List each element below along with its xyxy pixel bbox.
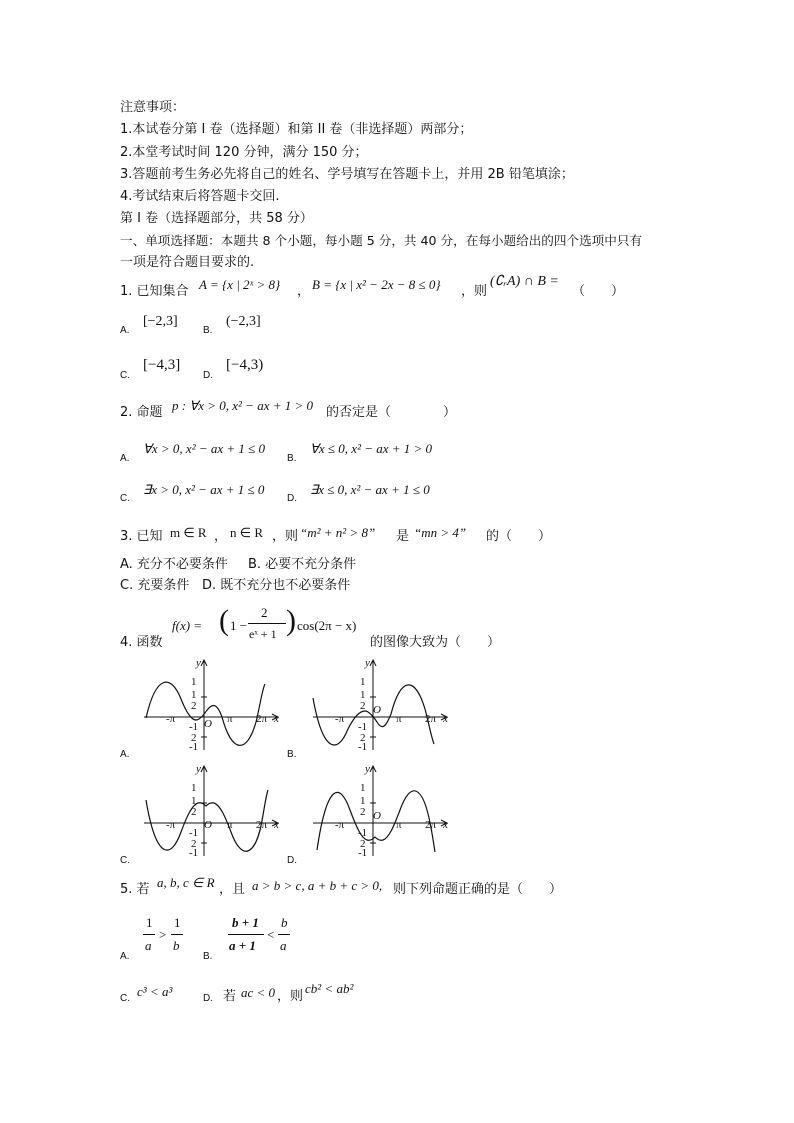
graph-c-tick-half-den: 2	[191, 806, 197, 818]
q3-is: 是	[396, 529, 410, 544]
graph-c-tick-neg-half-den: 2	[191, 838, 197, 850]
graph-d-tick-neg-pi: -π	[335, 819, 345, 831]
q2-option-c: ∃x > 0, x² − ax + 1 ≤ 0	[143, 482, 265, 497]
q4-suffix: 的图像大致为（ ）	[370, 635, 501, 650]
q3-prefix: 3. 已知	[120, 529, 163, 544]
q5-option-c-label: C.	[120, 993, 130, 1004]
q5-prefix: 5. 若	[120, 882, 150, 897]
q3-comma: ，	[214, 529, 228, 544]
graph-c-tick-neg-half-num: -1	[189, 827, 199, 839]
q4-option-b-label: B.	[287, 749, 297, 760]
q4-left-paren: (	[219, 604, 229, 637]
graph-d-tick-neg-half-den: 2	[360, 838, 366, 850]
q1-option-a-label: A.	[120, 325, 130, 336]
q1-option-b-label: B.	[203, 325, 213, 336]
graph-d-y-label: y	[365, 763, 370, 775]
q5-b-den1: a + 1	[229, 938, 256, 953]
graph-d-tick-1: 1	[360, 782, 366, 794]
q5-b-op: <	[267, 927, 275, 942]
q5-option-d-condition: ac < 0	[241, 985, 276, 1000]
q5-condition: a > b > c, a + b + c > 0,	[252, 878, 383, 893]
q2-option-b-label: B.	[287, 453, 297, 464]
q4-graph-d	[307, 760, 457, 860]
q1-answer-paren: （ ）	[572, 284, 625, 299]
q5-option-d-label: D.	[203, 993, 213, 1004]
q1-then: ，则	[461, 284, 488, 299]
notice-item-4: 4.考试结束后将答题卡交回.	[120, 189, 280, 204]
q2-option-a-label: A.	[120, 453, 130, 464]
q4-function-name: f(x) =	[172, 618, 203, 633]
q5-b-frac-bar1	[228, 934, 264, 935]
q5-option-d-expression: cb² < ab²	[305, 981, 354, 996]
graph-a-tick-neg-half-num: -1	[189, 721, 199, 733]
q3-suffix: 的（ ）	[486, 529, 552, 544]
graph-a-tick-pi: π	[227, 713, 233, 725]
graph-a-tick-neg-1: -1	[189, 741, 199, 753]
q5-a-num1: 1	[146, 915, 153, 930]
q5-suffix: 则下列命题正确的是（ ）	[393, 882, 563, 897]
q3-option-d: D. 既不充分也不必要条件	[202, 578, 351, 593]
graph-b-tick-half-den: 2	[360, 700, 366, 712]
section-instruction-line2: 一项是符合题目要求的.	[120, 255, 255, 270]
q1-option-d-label: D.	[203, 370, 213, 381]
graph-b-tick-neg-half-num: -1	[358, 721, 368, 733]
part1-heading: 第 I 卷（选择题部分，共 58 分）	[120, 211, 313, 226]
graph-d-tick-pi: π	[396, 819, 402, 831]
graph-c-tick-1: 1	[191, 782, 197, 794]
q5-b-num2: b	[281, 915, 288, 930]
q4-option-d-label: D.	[287, 855, 297, 866]
q4-fraction-bar	[248, 623, 286, 624]
graph-a-tick-2pi: 2π	[256, 713, 268, 725]
q3-n-in-r: n ∈ R	[230, 525, 263, 540]
graph-c-axes	[144, 766, 278, 856]
q5-option-b-label: B.	[203, 951, 213, 962]
graph-a-tick-neg-half-den: 2	[191, 732, 197, 744]
q4-graph-b	[307, 654, 457, 754]
graph-c-x-label: x	[274, 819, 279, 831]
q2-proposition: p : ∀x > 0, x² − ax + 1 > 0	[172, 398, 314, 413]
graph-d-tick-neg-half-num: -1	[358, 827, 368, 839]
graph-d-tick-neg-1: -1	[358, 847, 368, 859]
q4-right-paren: )	[286, 604, 296, 637]
notice-item-3: 3.答题前考生务必先将自己的姓名、学号填写在答题卡上，并用 2B 铅笔填涂；	[120, 167, 574, 182]
graph-c-tick-neg-pi: -π	[166, 819, 176, 831]
q3-condition-2: “mn > 4”	[414, 525, 467, 540]
notice-item-2: 2.本堂考试时间 120 分钟，满分 150 分；	[120, 145, 368, 160]
q3-m-in-r: m ∈ R	[170, 525, 207, 540]
q5-option-c: c³ < a³	[137, 984, 173, 999]
q5-a-num2: 1	[174, 915, 181, 930]
q1-set-a: A = {x | 2ˣ > 8}	[199, 277, 281, 292]
q5-a-frac-bar2	[171, 934, 183, 935]
q5-a-frac-bar1	[143, 934, 155, 935]
graph-c-tick-2pi: 2π	[256, 819, 268, 831]
q5-b-frac-bar2	[278, 934, 290, 935]
graph-a-tick-neg-pi: -π	[166, 713, 176, 725]
q2-prefix: 2. 命题	[120, 405, 163, 420]
q2-option-d: ∃x ≤ 0, x² − ax + 1 ≤ 0	[310, 482, 430, 497]
graph-c-tick-pi: π	[227, 819, 233, 831]
graph-c-y-label: y	[196, 763, 201, 775]
graph-b-origin: O	[373, 704, 381, 716]
q2-option-b: ∀x ≤ 0, x² − ax + 1 > 0	[310, 441, 433, 456]
q1-option-b: (−2,3]	[226, 314, 261, 329]
q1-set-b: B = {x | x² − 2x − 8 ≤ 0}	[312, 277, 441, 292]
q3-option-c: C. 充要条件	[120, 578, 190, 593]
graph-a-tick-half-num: 1	[191, 689, 197, 701]
graph-d-x-label: x	[443, 819, 448, 831]
q1-option-a: [−2,3]	[143, 314, 178, 329]
q2-option-d-label: D.	[287, 493, 297, 504]
graph-d-origin: O	[373, 810, 381, 822]
graph-b-y-label: y	[365, 657, 370, 669]
graph-a-curve	[146, 682, 265, 745]
graph-d-tick-half-num: 1	[360, 795, 366, 807]
q4-one-minus: 1 −	[230, 618, 248, 633]
q5-b-den2: a	[280, 938, 287, 953]
graph-b-tick-neg-half-den: 2	[360, 732, 366, 744]
q3-option-b: B. 必要不充分条件	[248, 557, 357, 572]
q3-condition-1: “m² + n² > 8”	[300, 525, 376, 540]
graph-a-origin: O	[204, 718, 212, 730]
q1-expression: (∁ᵣA) ∩ B =	[490, 274, 559, 289]
graph-c-tick-neg-1: -1	[189, 847, 199, 859]
q3-option-a: A. 充分不必要条件	[120, 557, 228, 572]
q4-graph-c	[138, 760, 288, 860]
graph-d-tick-2pi: 2π	[425, 819, 437, 831]
graph-b-tick-half-num: 1	[360, 689, 366, 701]
q1-sep: ，	[297, 284, 311, 299]
q2-suffix: 的否定是（ ）	[326, 405, 457, 420]
q4-prefix: 4. 函数	[120, 635, 163, 650]
q5-a-den2: b	[173, 938, 180, 953]
graph-c-tick-half-num: 1	[191, 795, 197, 807]
q1-option-d: [−4,3)	[226, 357, 264, 373]
q5-a-op: >	[159, 927, 167, 942]
q5-option-a-label: A.	[120, 951, 130, 962]
graph-b-tick-neg-1: -1	[358, 741, 368, 753]
q5-a-den1: a	[145, 938, 152, 953]
notice-title: 注意事项：	[120, 100, 186, 115]
q4-option-c-label: C.	[120, 855, 130, 866]
q1-prefix: 1. 已知集合	[120, 284, 189, 299]
graph-d-tick-half-den: 2	[360, 806, 366, 818]
graph-a-axes	[144, 660, 278, 750]
q2-option-a: ∀x > 0, x² − ax + 1 ≤ 0	[143, 441, 266, 456]
graph-b-tick-1: 1	[360, 676, 366, 688]
q4-graph-a	[138, 654, 288, 754]
q4-option-a-label: A.	[120, 749, 130, 760]
q5-option-d-prefix: 若	[223, 989, 237, 1004]
q2-option-c-label: C.	[120, 493, 130, 504]
graph-c-origin: O	[204, 819, 212, 831]
q5-b-num1: b + 1	[232, 915, 259, 930]
q5-variables: a, b, c ∈ R	[157, 875, 215, 890]
graph-b-tick-2pi: 2π	[425, 713, 437, 725]
section-instruction-line1: 一、单项选择题：本题共 8 个小题，每小题 5 分，共 40 分，在每小题给出的四个选项中只有	[120, 233, 643, 248]
graph-b-tick-pi: π	[396, 713, 402, 725]
q1-option-c: [−4,3]	[143, 357, 181, 373]
graph-b-tick-neg-pi: -π	[335, 713, 345, 725]
q1-option-c-label: C.	[120, 370, 130, 381]
q5-and: ，且	[219, 882, 246, 897]
q4-cosine: cos(2π − x)	[297, 618, 357, 633]
graph-a-y-label: y	[196, 657, 201, 669]
graph-a-x-label: x	[274, 713, 279, 725]
q3-then: ，则	[272, 529, 299, 544]
notice-item-1: 1.本试卷分第 I 卷（选择题）和第 II 卷（非选择题）两部分；	[120, 122, 473, 137]
graph-a-tick-half-den: 2	[191, 700, 197, 712]
graph-a-tick-1: 1	[191, 676, 197, 688]
graph-b-x-label: x	[443, 713, 448, 725]
q5-option-d-then: ，则	[277, 989, 304, 1004]
q4-fraction-denominator: eˣ + 1	[249, 627, 277, 641]
q4-fraction-numerator: 2	[261, 605, 268, 620]
